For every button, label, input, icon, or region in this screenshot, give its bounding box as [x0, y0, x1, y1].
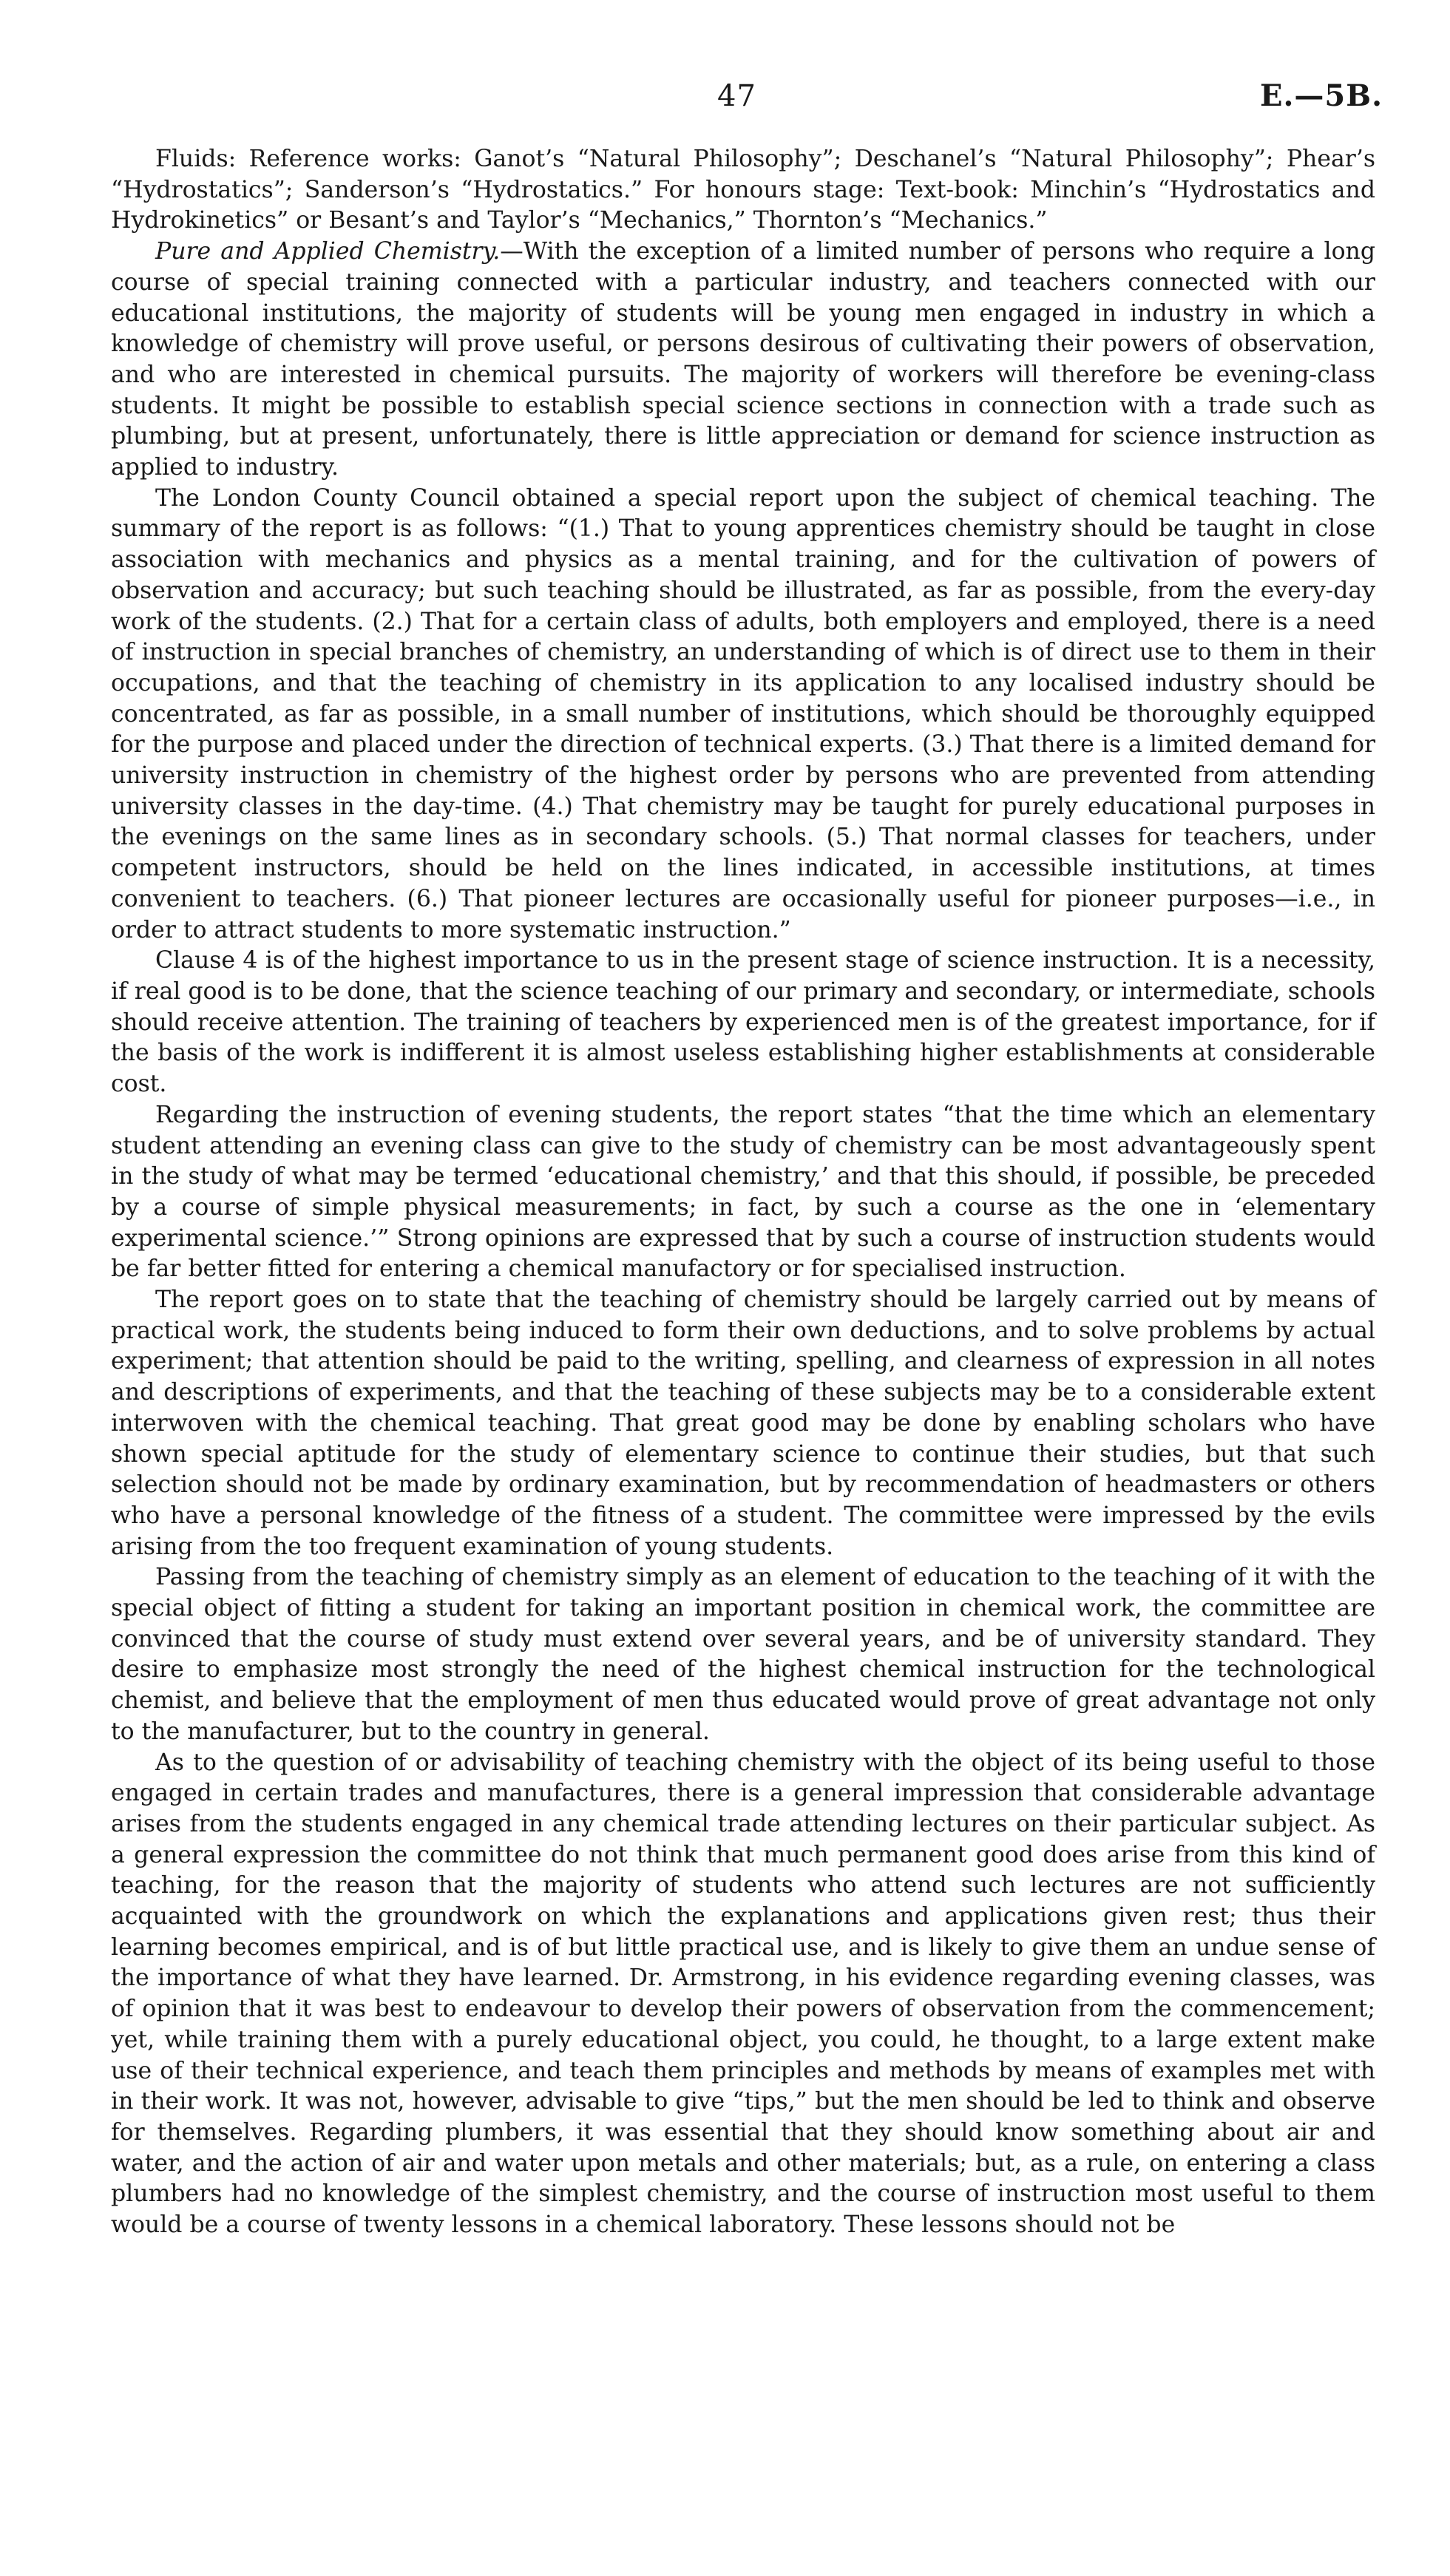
- body-text: [111, 144, 1375, 2241]
- paragraph-text: The report goes on to state that the teaching of chemistry should be largely carried out by means of practical work, the students being induced to form their own deductions, and to solve problems by actual experiment; that attention should be paid to the writing, spelling, and clearness of expression in all notes and descriptions of experiments, and that the teaching of these subjects may be to a considerable extent interwoven with the chemical teaching. That great good may be done by enabling scholars who have shown special aptitude for the study of elementary science to continue their studies, but that such selection should not be made by ordinary examination, but by recommendation of headmasters or others who have a personal knowledge of the fitness of a student. The committee were impressed by the evils arising from the too frequent examination of young students.: [111, 1287, 1375, 1560]
- paragraph: [111, 946, 1375, 1100]
- paragraph-text: —With the exception of a limited number of persons who require a long course of special training connected with a particular industry, and teachers connected with our educational institutions, the majority of students will be young men engaged in industry in which a knowledge of chemistry will prove useful, or persons desirous of cultivating their powers of observation, and who are interested in chemical pursuits. The majority of workers will therefore be evening-class students. It might be possible to establish special science sections in connection with a trade such as plumbing, but at present, unfortunately, there is little appreciation or demand for science instruction as applied to industry.: [111, 238, 1375, 481]
- paragraph: [111, 1285, 1375, 1562]
- paragraph-text: The London County Council obtained a special report upon the subject of chemical teaching. The summary of the report is as follows: “(1.) That to young apprentices chemistry should be taught in close association with mechanics and physics as a mental training, and for the cultivation of powers of observation and accuracy; but such teaching should be illustrated, as far as possible, from the every-day work of the students. (2.) That for a certain class of adults, both employers and employed, there is a need of instruction in special branches of chemistry, an understanding of which is of direct use to them in their occupations, and that the teaching of chemistry in its application to any localised industry should be concentrated, as far as possible, in a small number of institutions, which should be thoroughly equipped for the purpose and placed under the direction of technical experts. (3.) That there is a limited demand for university instruction in chemistry of the highest order by persons who are prevented from attending university classes in the day-time. (4.) That chemistry may be taught for purely educational purposes in the evenings on the same lines as in secondary schools. (5.) That normal classes for teachers, under competent instructors, should be held on the lines indicated, in accessible institutions, at times convenient to teachers. (6.) That pioneer lectures are occasionally useful for pioneer purposes—i.e., in order to attract students to more systematic instruction.”: [111, 484, 1375, 943]
- paragraph: [111, 144, 1375, 237]
- paragraph-text: Fluids: Reference works: Ganot’s “Natural Philosophy”; Deschanel’s “Natural Philosophy”; Phear’s “Hydrostatics”; Sanderson’s “Hydrostatics.” For honours stage: Text-book: Minchin’s “Hydrostatics and Hydrokinetics” or Besant’s and Taylor’s “Mechanics,” Thornton’s “Mechanics.”: [111, 146, 1375, 234]
- paragraph: [111, 237, 1375, 484]
- paragraph-text: Clause 4 is of the highest importance to us in the present stage of science instruction. It is a necessity, if real good is to be done, that the science teaching of our primary and secondary, or intermediate, schools should receive attention. The training of teachers by experienced men is of the greatest importance, for if the basis of the work is indifferent it is almost useless establishing higher establishments at considerable cost.: [111, 947, 1375, 1098]
- paragraph: [111, 484, 1375, 946]
- paragraph: [111, 1562, 1375, 1747]
- paragraph-text: Regarding the instruction of evening students, the report states “that the time which an elementary student attending an evening class can give to the study of chemistry can be most advantageously spent in the study of what may be termed ‘educational chemistry,’ and that this should, if possible, be preceded by a course of simple physical measurements; in fact, by such a course as the one in ‘elementary experimental science.’” Strong opinions are expressed that by such a course of instruction students would be far better fitted for entering a chemical manufactory or for specialised instruction.: [111, 1101, 1375, 1283]
- section-label: Pure and Applied Chemistry.: [155, 238, 501, 265]
- page-header: [126, 74, 1383, 118]
- page-number: 47: [717, 79, 756, 113]
- paragraph: [111, 1748, 1375, 2241]
- page-reference: E.—5B.: [1260, 78, 1383, 113]
- paragraph-text: As to the question of or advisability of teaching chemistry with the object of its being useful to those engaged in certain trades and manufactures, there is a general impression that considerable advantage arises from the students engaged in any chemical trade attending lectures on their particular subject. As a general expression the committee do not think that much permanent good does arise from this kind of teaching, for the reason that the majority of students who attend such lectures are not sufficiently acquainted with the groundwork on which the explanations and applications given rest; thus their learning becomes empirical, and is of but little practical use, and is likely to give them an undue sense of the importance of what they have learned. Dr. Armstrong, in his evidence regarding evening classes, was of opinion that it was best to endeavour to develop their powers of observation from the commencement; yet, while training them with a purely educational object, you could, he thought, to a large extent make use of their technical experience, and teach them principles and methods by means of examples met with in their work. It was not, however, advisable to give “tips,” but the men should be led to think and observe for themselves. Regarding plumbers, it was essential that they should know something about air and water, and the action of air and water upon metals and other materials; but, as a rule, on entering a class plumbers had no knowledge of the simplest chemistry, and the course of instruction most useful to them would be a course of twenty lessons in a chemical laboratory. These lessons should not be: [111, 1749, 1375, 2239]
- paragraph: [111, 1100, 1375, 1285]
- paragraph-text: Passing from the teaching of chemistry simply as an element of education to the teaching of it with the special object of fitting a student for taking an important position in chemical work, the committee are convinced that the course of study must extend over several years, and be of university standard. They desire to emphasize most strongly the need of the highest chemical instruction for the technological chemist, and believe that the employment of men thus educated would prove of great advantage not only to the manufacturer, but to the country in general.: [111, 1564, 1375, 1745]
